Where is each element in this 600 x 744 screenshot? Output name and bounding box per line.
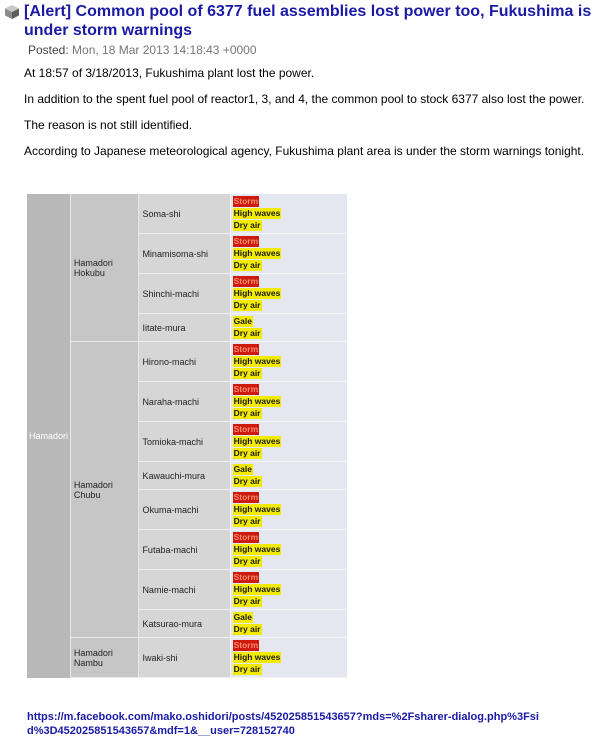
city-cell: Namie-machi bbox=[139, 570, 230, 610]
city-cell: Tomioka-machi bbox=[139, 422, 230, 462]
storm-warning-badge: Storm bbox=[233, 196, 259, 206]
warnings-cell bbox=[230, 570, 347, 610]
paragraph: The reason is not still identified. bbox=[24, 118, 193, 132]
paragraph: In addition to the spent fuel pool of reactor1, 3, and 4, the common pool to stock 6377 also lost the power. bbox=[24, 92, 585, 106]
storm-warning-badge: Storm bbox=[233, 424, 259, 434]
city-cell: Shinchi-machi bbox=[139, 274, 230, 314]
high-warning-badge: High waves bbox=[233, 248, 281, 258]
city-cell: Okuma-machi bbox=[139, 490, 230, 530]
city-cell: Futaba-machi bbox=[139, 530, 230, 570]
paragraph: At 18:57 of 3/18/2013, Fukushima plant lost the power. bbox=[24, 66, 315, 80]
warnings-cell bbox=[230, 314, 347, 342]
storm-warning-badge: Storm bbox=[233, 640, 259, 650]
storm-warning-badge: Storm bbox=[233, 532, 259, 542]
high-warning-badge: High waves bbox=[233, 356, 281, 366]
dry-warning-badge: Dry air bbox=[233, 328, 261, 338]
title-row bbox=[4, 2, 594, 40]
dry-warning-badge: Dry air bbox=[233, 300, 261, 310]
high-warning-badge: High waves bbox=[233, 288, 281, 298]
cube-icon bbox=[4, 4, 20, 20]
posted-line bbox=[28, 43, 594, 57]
source-link[interactable]: https://m.facebook.com/mako.oshidori/posts/452025851543657?mds=%2Fsharer-dialog.php%3Fsid%3D452025851543657&mdf=1&__user=728152740 bbox=[27, 711, 539, 737]
warnings-cell bbox=[230, 610, 347, 638]
city-cell: Katsurao-mura bbox=[139, 610, 230, 638]
city-cell: Naraha-machi bbox=[139, 382, 230, 422]
warnings-cell bbox=[230, 530, 347, 570]
high-warning-badge: High waves bbox=[233, 436, 281, 446]
gale-warning-badge: Gale bbox=[233, 464, 252, 474]
posted-label: Posted: bbox=[28, 43, 69, 57]
high-warning-badge: High waves bbox=[233, 504, 281, 514]
warnings-cell bbox=[230, 234, 347, 274]
warnings-cell bbox=[230, 342, 347, 382]
dry-warning-badge: Dry air bbox=[233, 448, 261, 458]
region-cell: Hamadori Nambu bbox=[70, 638, 139, 678]
city-cell: Iitate-mura bbox=[139, 314, 230, 342]
high-warning-badge: High waves bbox=[233, 584, 281, 594]
warnings-cell bbox=[230, 382, 347, 422]
high-warning-badge: High waves bbox=[233, 208, 281, 218]
storm-warning-badge: Storm bbox=[233, 384, 259, 394]
dry-warning-badge: Dry air bbox=[233, 664, 261, 674]
dry-warning-badge: Dry air bbox=[233, 556, 261, 566]
city-cell: Minamisoma-shi bbox=[139, 234, 230, 274]
dry-warning-badge: Dry air bbox=[233, 408, 261, 418]
region-cell: Hamadori Hokubu bbox=[70, 194, 139, 342]
storm-warning-badge: Storm bbox=[233, 492, 259, 502]
table-row bbox=[27, 638, 347, 678]
storm-warning-badge: Storm bbox=[233, 276, 259, 286]
table-row bbox=[27, 342, 347, 382]
gale-warning-badge: Gale bbox=[233, 316, 252, 326]
city-cell: Kawauchi-mura bbox=[139, 462, 230, 490]
storm-warning-badge: Storm bbox=[233, 344, 259, 354]
warnings-cell bbox=[230, 638, 347, 678]
dry-warning-badge: Dry air bbox=[233, 220, 261, 230]
warnings-cell bbox=[230, 274, 347, 314]
city-cell: Hirono-machi bbox=[139, 342, 230, 382]
post-header bbox=[4, 2, 594, 57]
post-title-link[interactable]: [Alert] Common pool of 6377 fuel assemblies lost power too, Fukushima is under storm warnings bbox=[24, 3, 592, 39]
dry-warning-badge: Dry air bbox=[233, 260, 261, 270]
warnings-cell bbox=[230, 490, 347, 530]
dry-warning-badge: Dry air bbox=[233, 516, 261, 526]
dry-warning-badge: Dry air bbox=[233, 476, 261, 486]
prefecture-cell: Hamadori bbox=[27, 194, 70, 678]
storm-warning-badge: Storm bbox=[233, 236, 259, 246]
city-cell: Soma-shi bbox=[139, 194, 230, 234]
posted-date: Mon, 18 Mar 2013 14:18:43 +0000 bbox=[72, 43, 257, 57]
warnings-cell bbox=[230, 462, 347, 490]
city-cell: Iwaki-shi bbox=[139, 638, 230, 678]
warnings-cell bbox=[230, 422, 347, 462]
dry-warning-badge: Dry air bbox=[233, 596, 261, 606]
storm-warning-badge: Storm bbox=[233, 572, 259, 582]
dry-warning-badge: Dry air bbox=[233, 368, 261, 378]
region-cell: Hamadori Chubu bbox=[70, 342, 139, 638]
post-body bbox=[24, 66, 594, 170]
paragraph: According to Japanese meteorological agency, Fukushima plant area is under the storm warnings tonight. bbox=[24, 144, 585, 158]
high-warning-badge: High waves bbox=[233, 396, 281, 406]
dry-warning-badge: Dry air bbox=[233, 624, 261, 634]
table-row bbox=[27, 194, 347, 234]
warnings-table bbox=[27, 194, 347, 678]
warnings-cell bbox=[230, 194, 347, 234]
high-warning-badge: High waves bbox=[233, 544, 281, 554]
gale-warning-badge: Gale bbox=[233, 612, 252, 622]
high-warning-badge: High waves bbox=[233, 652, 281, 662]
